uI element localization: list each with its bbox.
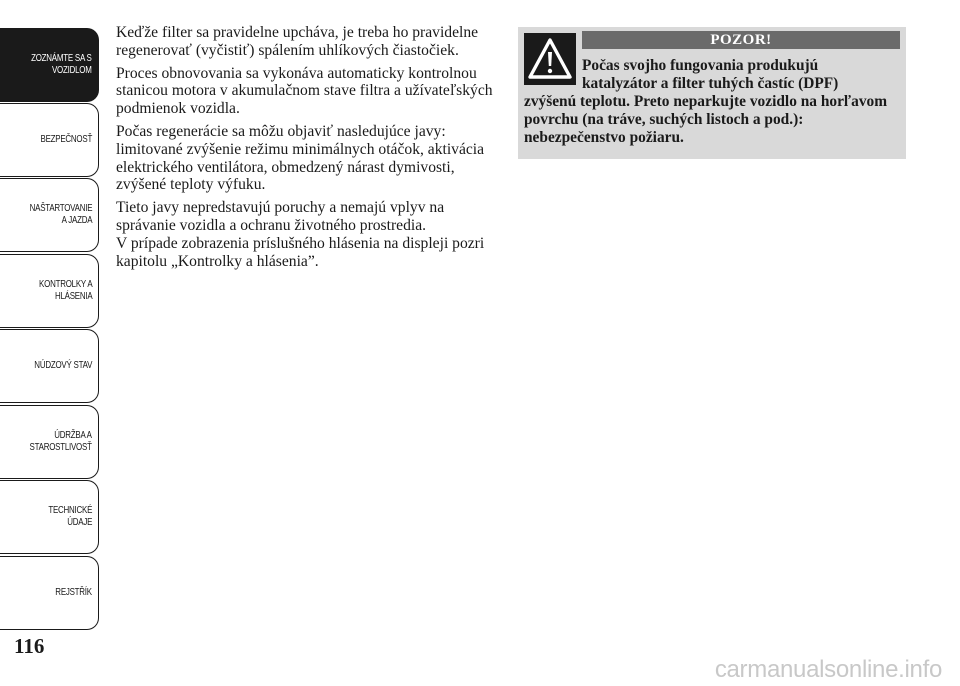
tab-kontrolky-a-hlasenia[interactable]: KONTROLKY A HLÁSENIA [0,254,99,328]
paragraph: Počas regenerácie sa môžu objaviť nasledujúce javy: limitované zvýšenie režimu minimálnych otáčok, aktivácia elektrického ventilátora, obmedzený nárast dymivosti, zvýšené teploty výfuku. [116,122,485,194]
warning-text: Počas svojho fungovania produkujú katalyzátor a filter tuhých častíc (DPF) zvýšenú teplotu. Preto neparkujte vozidlo na horľavom povrchu (na tráve, suchých listoch a pod.): nebezpečenstvo požiaru. [524,57,888,146]
tab-nastartovanie-a-jazda[interactable]: NAŠTARTOVANIE A JAZDA [0,178,99,252]
paragraph: Tieto javy nepredstavujú poruchy a nemajú vplyv na správanie vozidla a ochranu životného prostredia. [116,199,445,234]
paragraph: Keďže filter sa pravidelne upcháva, je treba ho pravidelne regenerovať (vyčistiť) spálením uhlíkových čiastočiek. [116,24,479,59]
paragraph: V prípade zobrazenia príslušného hlásenia na displeji pozri kapitolu „Kontrolky a hlásenia”. [116,234,485,270]
tab-technicke-udaje[interactable]: TECHNICKÉ ÚDAJE [0,480,99,554]
tab-nudzovy-stav[interactable]: NÚDZOVÝ STAV [0,329,99,403]
tab-rejstrik[interactable]: REJSTŘÍK [0,556,99,630]
page-number: 116 [14,634,45,658]
body-text [116,24,501,275]
warning-box [518,27,906,159]
chapter-sidebar [0,0,100,686]
tab-zoznamte-sa-s-vozidlom[interactable]: ZOZNÁMTE SA S VOZIDLOM [0,28,99,102]
tab-bezpecnost[interactable]: BEZPEČNOSŤ [0,103,99,177]
paragraph: Proces obnovovania sa vykonáva automaticky kontrolnou stanicou motora v akumulačnom stave filtra a užívateľských podmienok vozidla. [116,64,493,118]
tab-udrzba-a-starostlivost[interactable]: ÚDRŽBA A STAROSTLIVOSŤ [0,405,99,479]
warning-title: POZOR! [582,31,900,49]
watermark: carmanualsonline.info [714,656,942,683]
